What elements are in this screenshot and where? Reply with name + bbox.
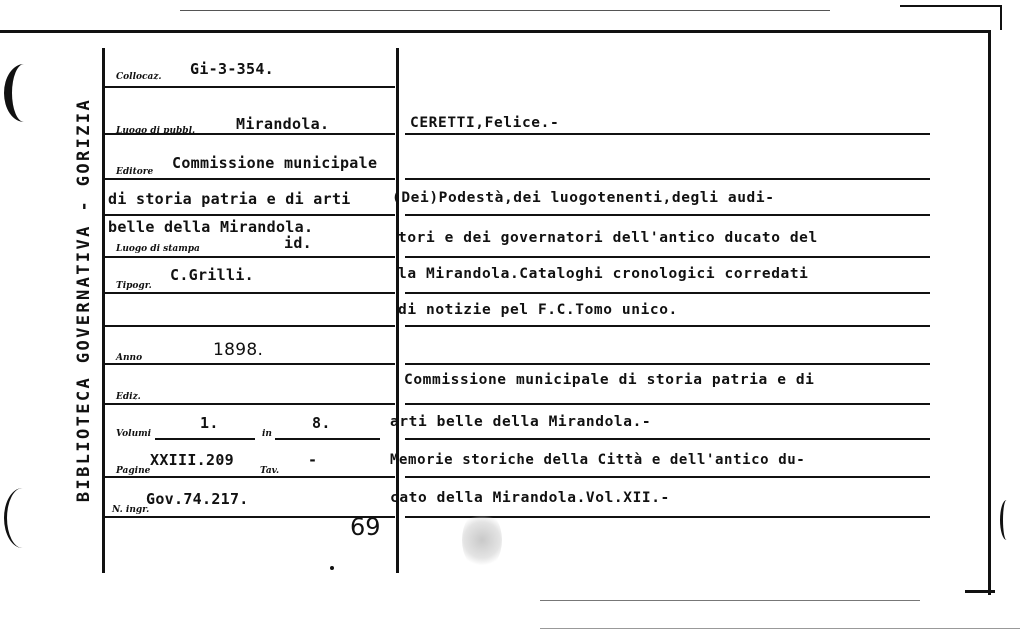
series-line-1: Commissione municipale di storia patria e di <box>404 372 815 388</box>
value-volumi: 1. <box>200 414 219 432</box>
value-tipogr: C.Grilli. <box>170 266 254 284</box>
ink-dot <box>330 566 334 570</box>
label-volumi: Volumi <box>116 429 152 439</box>
rule-right-author <box>405 133 930 135</box>
library-stamp: BIBLIOTECA GOVERNATIVA - GORIZIA <box>74 97 94 503</box>
rule-anno <box>105 363 395 365</box>
ink-blot <box>462 510 502 570</box>
title-line-1: (Dei)Podestà,dei luogotenenti,degli audi- <box>392 190 775 206</box>
label-collocaz: Collocaz. <box>116 72 162 82</box>
rule-right-5 <box>405 325 930 327</box>
label-luogo-pubbl: Luogo di pubbl. <box>116 126 196 136</box>
label-pagine: Pagine <box>116 466 151 476</box>
title-line-3: la Mirandola.Cataloghi cronologici corredati <box>398 266 809 282</box>
hole-mark-right <box>1000 500 1013 540</box>
rule-tipogr <box>105 292 395 294</box>
card-right-edge <box>988 30 991 595</box>
rule-right-2 <box>405 214 930 216</box>
label-anno: Anno <box>116 353 143 363</box>
rule-editore <box>105 178 395 180</box>
label-n-ingr: N. ingr. <box>112 505 150 515</box>
value-luogo-stampa: id. <box>284 234 312 252</box>
value-editore-cont: di storia patria e di arti <box>108 190 351 208</box>
rule-pagine <box>105 476 395 478</box>
handwritten-number: 69 <box>350 513 381 541</box>
value-in: 8. <box>312 414 331 432</box>
card-bottom-shadow <box>540 600 920 601</box>
rule-right-3 <box>405 256 930 258</box>
hole-mark-top <box>4 64 44 122</box>
left-column-rule <box>102 48 105 573</box>
author-name: CERETTI,Felice.- <box>410 115 560 131</box>
value-anno: 1898. <box>213 340 264 360</box>
rule-volumi <box>155 438 255 440</box>
rule-blank <box>105 325 395 327</box>
rule-ediz <box>105 403 395 405</box>
value-collocaz: Gi-3-354. <box>190 60 274 78</box>
title-line-2: tori e dei governatori dell'antico ducato del <box>398 230 818 246</box>
rule-right-6 <box>405 363 930 365</box>
rule-right-4 <box>405 292 930 294</box>
series-line-4: cato della Mirandola.Vol.XII.- <box>390 490 670 506</box>
series-line-3: Memorie storiche della Città e dell'antico du- <box>390 452 806 468</box>
rule-right-8 <box>405 438 930 440</box>
label-editore: Editore <box>116 167 154 177</box>
label-in: in <box>262 429 272 439</box>
title-line-4: di notizie pel F.C.Tomo unico. <box>398 302 678 318</box>
label-ediz: Ediz. <box>116 392 141 402</box>
card-top-edge <box>0 30 990 33</box>
hole-mark-bottom <box>4 488 41 548</box>
card-right-edge-outer <box>1000 5 1002 30</box>
value-luogo-pubbl: Mirandola. <box>236 115 330 133</box>
label-luogo-stampa: Luogo di stampa <box>116 244 200 254</box>
rule-luogo-stampa <box>105 256 395 258</box>
series-line-2: arti belle della Mirandola.- <box>390 414 652 430</box>
label-tipogr: Tipogr. <box>116 281 152 291</box>
card-top-edge-right <box>900 5 1000 7</box>
card-bottom-shadow-2 <box>540 628 1020 629</box>
rule-right-7 <box>405 403 930 405</box>
value-editore-cont2: belle della Mirandola. <box>108 218 314 236</box>
card-top-edge-faint <box>180 10 830 11</box>
rule-volumi-in <box>275 438 380 440</box>
value-tav: - <box>308 451 318 469</box>
rule-right-9 <box>405 476 930 478</box>
value-pagine: XXIII.209 <box>150 451 234 469</box>
rule-right-1 <box>405 178 930 180</box>
label-tav: Tav. <box>260 466 280 476</box>
value-editore: Commissione municipale <box>172 154 378 172</box>
rule-collocaz <box>105 86 395 88</box>
rule-editore-2 <box>105 214 395 216</box>
value-n-ingr: Gov.74.217. <box>146 490 249 508</box>
